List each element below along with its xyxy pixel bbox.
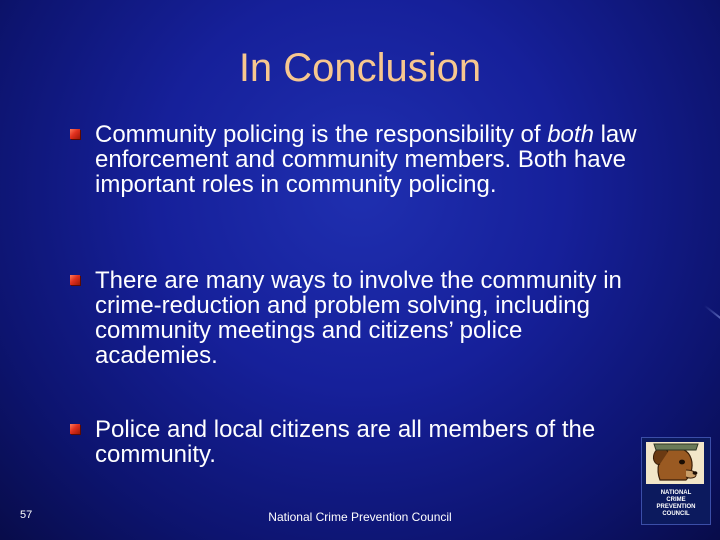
logo-text (642, 490, 710, 518)
mcgruff-dog-icon (646, 442, 704, 484)
logo-line: NATIONAL (660, 490, 692, 496)
logo-line: PREVENTION (656, 504, 696, 510)
slide-number: 57 (20, 509, 33, 521)
ncpc-logo (641, 437, 711, 525)
logo-line: COUNCIL (662, 511, 690, 517)
bullet-text: There are many ways to involve the community in crime-reduction and problem solving, including community meetings and citizens’ police academies. (95, 267, 622, 369)
logo-line: CRIME (666, 497, 686, 503)
bullet-text-a: Community policing is the responsibility of (95, 121, 548, 148)
bullet-text: Police and local citizens are all members of the community. (95, 416, 596, 468)
bullet-item (70, 268, 650, 368)
bullet-marker-icon (70, 424, 80, 434)
bullet-marker-icon (70, 129, 80, 139)
decorative-line (704, 305, 720, 321)
bullet-text-b: law enforcement and community members. Both have important roles in community policing. (95, 121, 637, 198)
slide-title: In Conclusion (238, 46, 482, 90)
bullet-marker-icon (70, 275, 80, 285)
bullet-item (70, 417, 650, 467)
bullet-text-emphasis: both (547, 121, 594, 148)
footer-text: National Crime Prevention Council (268, 510, 452, 524)
bullet-item (70, 122, 650, 197)
